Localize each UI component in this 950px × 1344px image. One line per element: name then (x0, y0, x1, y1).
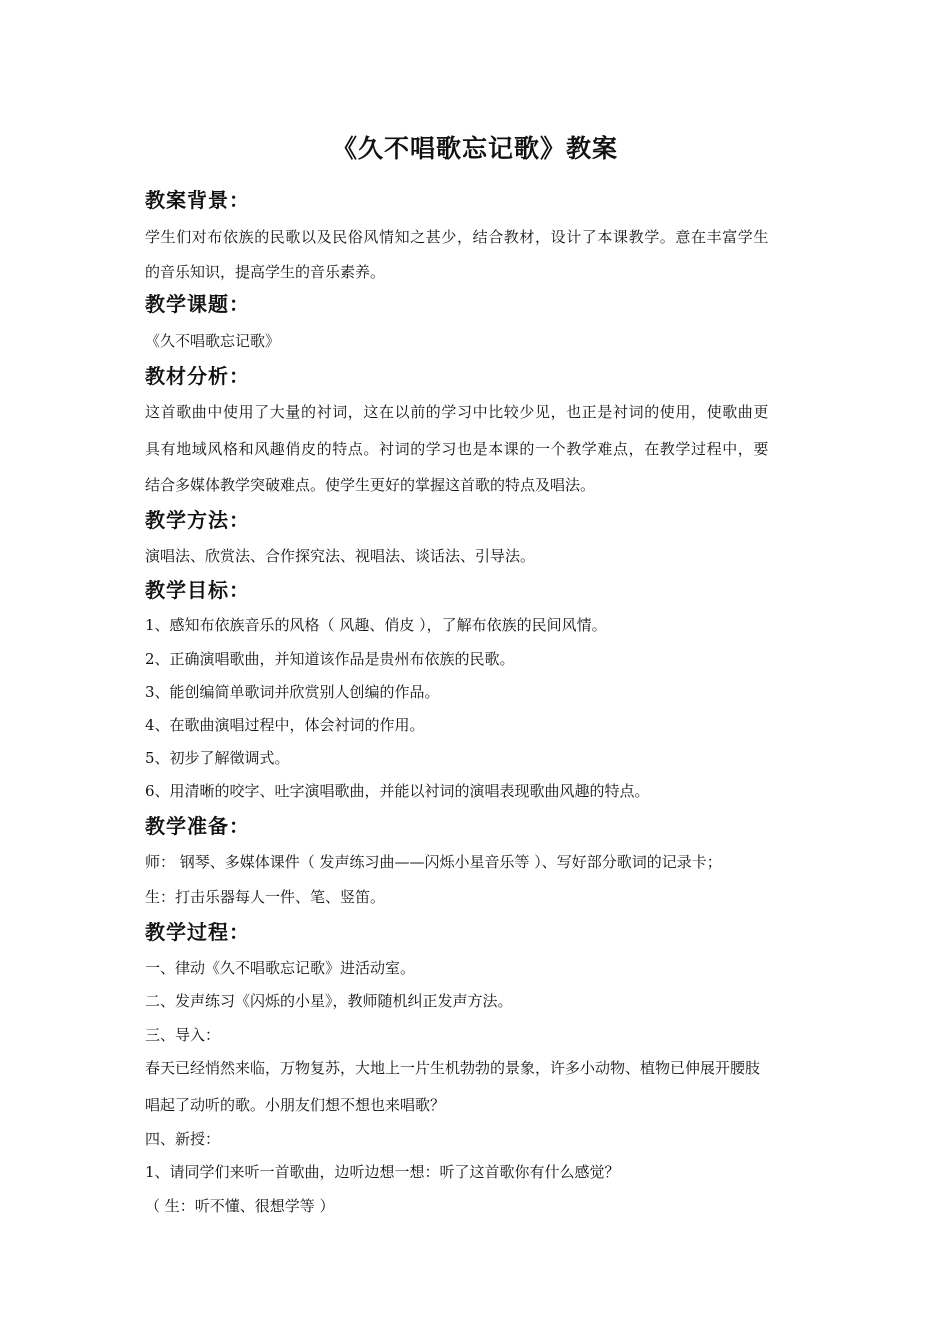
process-line-2: 二、发声练习《闪烁的小星》，教师随机纠正发声方法。 (145, 992, 513, 1010)
prep-line-1: 师： 钢琴、多媒体课件（ 发声练习曲——闪烁小星音乐等 ）、写好部分歌词的记录卡； (145, 853, 722, 871)
process-line-4: 春天已经悄然来临，万物复苏，大地上一片生机勃勃的景象，许多小动物、植物已伸展开腰肢 (145, 1059, 761, 1077)
process-line-5: 唱起了动听的歌。小朋友们想不想也来唱歌？ (145, 1096, 446, 1114)
process-line-7: 1、请同学们来听一首歌曲，边听边想一想：听了这首歌你有什么感觉？ (145, 1163, 620, 1181)
heading-process: 教学过程： (145, 920, 250, 944)
heading-goals: 教学目标： (145, 578, 250, 602)
methods-line-1: 演唱法、欣赏法、合作探究法、视唱法、谈话法、引导法。 (145, 547, 536, 565)
background-line-2: 的音乐知识，提高学生的音乐素养。 (145, 263, 386, 281)
analysis-line-2: 具有地域风格和风趣俏皮的特点。衬词的学习也是本课的一个教学难点，在教学过程中，要 (145, 440, 770, 458)
goals-line-2: 2、正确演唱歌曲，并知道该作品是贵州布依族的民歌。 (145, 650, 515, 668)
heading-background: 教案背景： (145, 188, 250, 212)
background-line-1: 学生们对布依族的民歌以及民俗风情知之甚少，结合教材，设计了本课教学。意在丰富学生 (145, 228, 770, 246)
process-line-8: （ 生：听不懂、很想学等 ） (145, 1197, 335, 1215)
heading-prep: 教学准备： (145, 814, 250, 838)
goals-line-3: 3、能创编简单歌词并欣赏别人创编的作品。 (145, 683, 440, 701)
document-title: 《久不唱歌忘记歌》教案 (331, 134, 618, 163)
goals-line-5: 5、初步了解徵调式。 (145, 749, 290, 767)
analysis-line-3: 结合多媒体教学突破难点。使学生更好的掌握这首歌的特点及唱法。 (145, 476, 596, 494)
analysis-line-1: 这首歌曲中使用了大量的衬词，这在以前的学习中比较少见，也正是衬词的使用，使歌曲更 (145, 403, 770, 421)
process-line-3: 三、导入： (145, 1026, 221, 1044)
topic-line-1: 《久不唱歌忘记歌》 (145, 332, 281, 350)
goals-line-4: 4、在歌曲演唱过程中，体会衬词的作用。 (145, 716, 425, 734)
process-line-6: 四、新授： (145, 1130, 221, 1148)
heading-analysis: 教材分析： (145, 364, 250, 388)
process-line-1: 一、律动《久不唱歌忘记歌》进活动室。 (145, 959, 416, 977)
heading-topic: 教学课题： (145, 292, 250, 316)
goals-line-6: 6、用清晰的咬字、吐字演唱歌曲，并能以衬词的演唱表现歌曲风趣的特点。 (145, 782, 650, 800)
goals-line-1: 1、感知布依族音乐的风格（ 风趣、俏皮 ），了解布依族的民间风情。 (145, 616, 607, 634)
heading-methods: 教学方法： (145, 508, 250, 532)
prep-line-2: 生：打击乐器每人一件、笔、竖笛。 (145, 888, 386, 906)
